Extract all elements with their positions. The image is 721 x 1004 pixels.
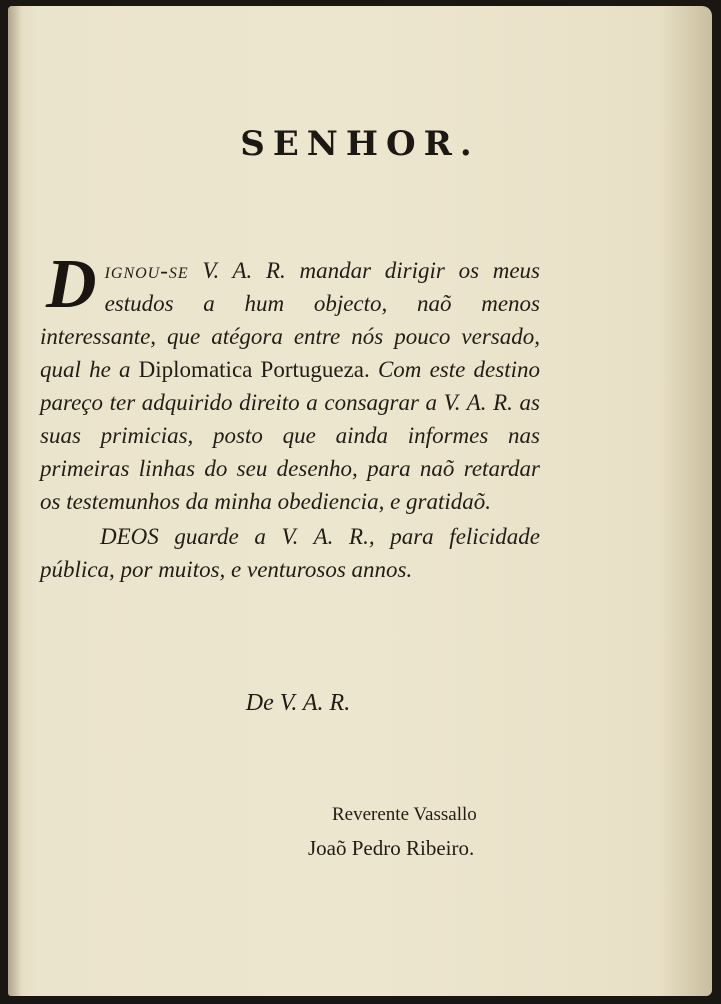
closing-salutation: De V. A. R. — [245, 690, 351, 716]
paragraph-1-text: V. A. R. mandar dirigir os meus estudos a hum objecto, naõ menos interessante, que atégora entre nós pouco versado, qual he a — [40, 258, 540, 382]
paragraph-1 — [40, 246, 540, 518]
paragraph-1-end: Com este destino pareço ter adquirido direito a consagrar a V. A. R. as suas primicias, posto que ainda informes nas primeiras linhas do seu desenho, para naõ retardar os testemunhos da minha obediencia, e gratidaõ. — [40, 357, 540, 514]
signature-name: Joaõ Pedro Ribeiro. — [308, 836, 475, 860]
signature-title: Reverente Vassallo — [332, 804, 477, 825]
dedication-text — [40, 246, 540, 586]
page-title: SENHOR. — [240, 124, 480, 164]
document-page — [8, 6, 712, 996]
paragraph-1-roman: Diplomatica Portugueza. — [138, 357, 370, 382]
opening-word: ignou-se — [104, 258, 189, 283]
drop-cap: D — [46, 246, 97, 323]
paragraph-2: DEOS guarde a V. A. R., para felicidade pública, por muitos, e venturosos annos. — [40, 524, 540, 582]
